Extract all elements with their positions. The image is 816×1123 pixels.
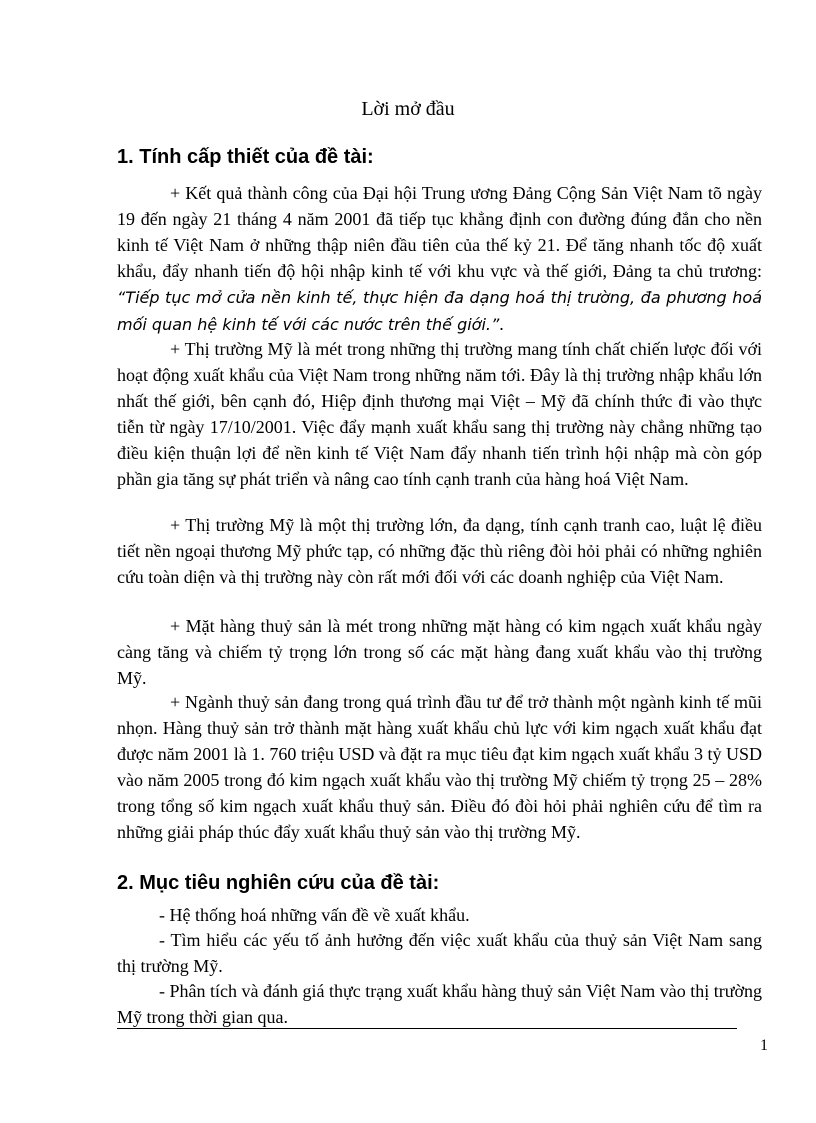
footer-rule	[117, 1028, 737, 1029]
paragraph-1-end: .	[499, 314, 504, 334]
paragraph-1-text: + Kết quả thành công của Đại hội Trung ương Đảng Cộng Sản Việt Nam tõ ngày 19 đến ngày 21 tháng 4 năm 2001 đã tiếp tục khẳng định con đường đúng đắn cho nền kinh tế Việt Nam ở những thập niên đầu tiên của thế kỷ 21. Để tăng nhanh tốc độ xuất khẩu, đẩy nhanh tiến độ hội nhập kinh tế với khu vực và thế giới, Đảng ta chủ trương:	[117, 183, 762, 281]
paragraph-2: + Thị trường Mỹ là mét trong những thị trường mang tính chất chiến lược đối với hoạt động xuất khẩu của Việt Nam trong những năm tới. Đây là thị trường nhập khẩu lớn nhất thế giới, bên cạnh đó, Hiệp định thương mại Việt – Mỹ đã chính thức đi vào thực tiễn từ ngày 17/10/2001. Việc đẩy mạnh xuất khẩu sang thị trường này chẳng những tạo điều kiện thuận lợi để nền kinh tế Việt Nam đẩy nhanh tiến trình hội nhập mà còn góp phần gia tăng sự phát triển và nâng cao tính cạnh tranh của hàng hoá Việt Nam.	[117, 339, 762, 489]
document-title: Lời mở đầu	[361, 98, 455, 120]
objective-item: - Hệ thống hoá những vấn đề về xuất khẩu.	[159, 905, 470, 925]
paragraph-4: + Mặt hàng thuỷ sản là mét trong những mặt hàng có kim ngạch xuất khẩu ngày càng tăng và chiếm tỷ trọng lớn trong số các mặt hàng đang xuất khẩu vào thị trường Mỹ.	[117, 616, 762, 688]
page-number: 1	[760, 1037, 768, 1054]
objective-item: - Phân tích và đánh giá thực trạng xuất khẩu hàng thuỷ sản Việt Nam vào thị trường Mỹ trong thời gian qua.	[117, 981, 762, 1027]
paragraph-1	[117, 180, 762, 338]
paragraph-3: + Thị trường Mỹ là một thị trường lớn, đa dạng, tính cạnh tranh cao, luật lệ điều tiết nền ngoại thương Mỹ phức tạp, có những đặc thù riêng đòi hỏi phải có những nghiên cứu toàn diện và thị trường này còn rất mới đối với các doanh nghiệp của Việt Nam.	[117, 515, 762, 587]
section-1-heading: 1. Tính cấp thiết của đề tài:	[117, 146, 374, 168]
paragraph-5: + Ngành thuỷ sản đang trong quá trình đầu tư để trở thành một ngành kinh tế mũi nhọn. Hàng thuỷ sản trở thành mặt hàng xuất khẩu chủ lực với kim ngạch xuất khẩu đạt được năm 2001 là 1. 760 triệu USD và đặt ra mục tiêu đạt kim ngạch xuất khẩu 3 tỷ USD vào năm 2005 trong đó kim ngạch xuất khẩu vào thị trường Mỹ chiếm tỷ trọng 25 – 28% trong tổng số kim ngạch xuất khẩu thuỷ sản. Điều đó đòi hỏi phải nghiên cứu để tìm ra những giải pháp thúc đẩy xuất khẩu thuỷ sản vào thị trường Mỹ.	[117, 692, 762, 842]
objective-item: - Tìm hiểu các yếu tố ảnh hưởng đến việc xuất khẩu của thuỷ sản Việt Nam sang thị trường Mỹ.	[117, 930, 762, 976]
section-2-heading: 2. Mục tiêu nghiên cứu của đề tài:	[117, 872, 440, 894]
paragraph-1-quote: “Tiếp tục mở cửa nền kinh tế, thực hiện đa dạng hoá thị trường, đa phương hoá mối quan hệ kinh tế với các nước trên thế giới.”	[117, 288, 762, 334]
